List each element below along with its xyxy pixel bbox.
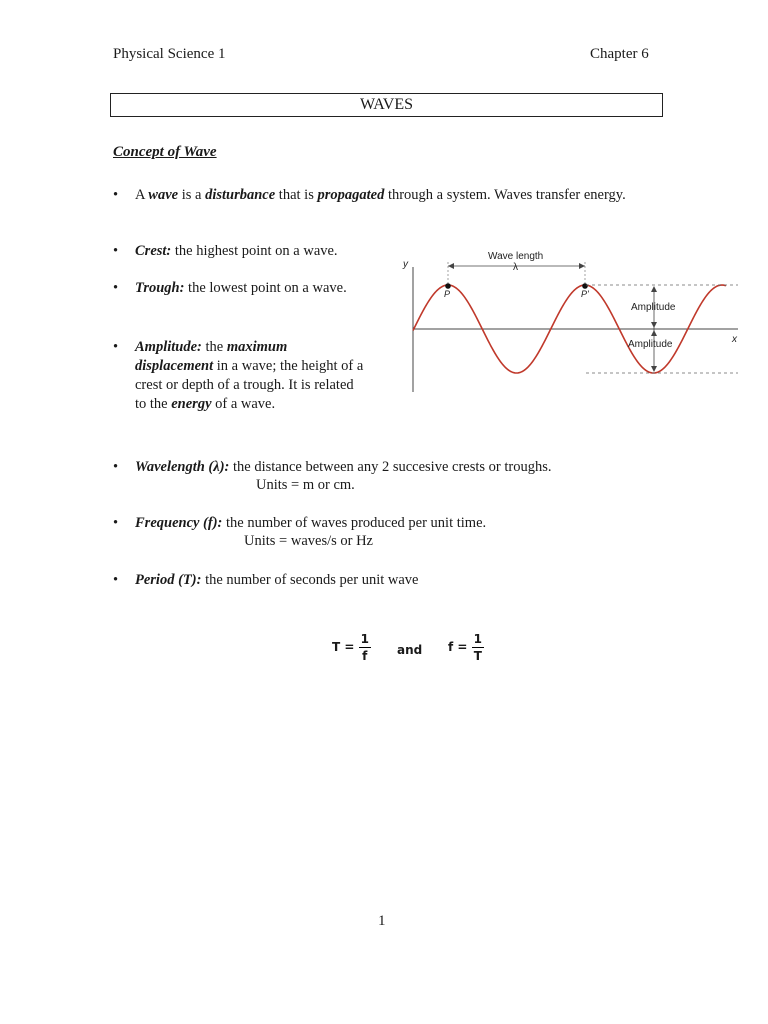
- fraction: $\frac{1}{T}$: [473, 632, 482, 663]
- header-chapter: Chapter 6: [590, 46, 649, 62]
- wavelength-arrow-left: [448, 263, 454, 269]
- bullet-amplitude: • Amplitude: the maximum displacement in a wave; the height of a crest or depth of a trough. It is related to the energy of a wave.: [113, 339, 364, 412]
- amplitude-arrow-mid-down: [651, 330, 657, 336]
- crest-point-p: [445, 283, 451, 289]
- bullet-wavelength: • Wavelength (λ): the distance between any 2 succesive crests or troughs.: [113, 459, 552, 475]
- wavelength-arrow-right: [579, 263, 585, 269]
- term-crest: Crest:: [135, 243, 172, 259]
- bullet-marker: •: [113, 515, 119, 531]
- bullet-marker: •: [113, 339, 119, 355]
- bullet-frequency: • Frequency (f): the number of waves produced per unit time.: [113, 515, 487, 531]
- term-period: Period (T):: [135, 572, 202, 588]
- bullet-period: • Period (T): the number of seconds per unit wave: [113, 572, 419, 588]
- wavelength-units: Units = m or cm.: [256, 477, 355, 493]
- amplitude-arrow-top: [651, 286, 657, 292]
- amplitude-arrow-bottom: [651, 366, 657, 372]
- bullet-marker: •: [113, 280, 119, 296]
- bullet-wave-definition: • A wave is a disturbance that is propagated through a system. Waves transfer energy.: [113, 187, 626, 203]
- term-wavelength: Wavelength (λ):: [135, 459, 230, 475]
- crest-label-p-prime: P': [581, 289, 589, 299]
- crest-point-p-prime: [582, 283, 588, 289]
- header-course: Physical Science 1: [113, 46, 226, 62]
- formula-period: T = $\frac{1}{f}$: [332, 632, 369, 663]
- formula-connector: and: [397, 643, 423, 657]
- bullet-marker: •: [113, 243, 119, 259]
- crest-label-p: P: [444, 289, 451, 299]
- wavelength-label: Wave length: [488, 251, 544, 262]
- amplitude-label-upper: Amplitude: [631, 302, 676, 313]
- term-amplitude: Amplitude:: [135, 339, 202, 355]
- amplitude-arrow-mid-up: [651, 322, 657, 328]
- bullet-crest: • Crest: the highest point on a wave.: [113, 243, 338, 259]
- lambda-label: λ: [513, 262, 518, 273]
- page-number: 1: [378, 913, 386, 929]
- amplitude-label-lower: Amplitude: [628, 339, 673, 350]
- term-frequency: Frequency (f):: [135, 515, 223, 531]
- frequency-units: Units = waves/s or Hz: [244, 533, 373, 549]
- term-trough: Trough:: [135, 280, 185, 296]
- fraction: $\frac{1}{f}$: [360, 632, 369, 663]
- formula-frequency: f = $\frac{1}{T}$: [448, 632, 482, 663]
- wave-diagram: [378, 222, 740, 400]
- page-title: WAVES: [110, 93, 663, 117]
- x-axis-label: x: [732, 334, 737, 345]
- section-heading: Concept of Wave: [113, 144, 217, 160]
- y-axis-label: y: [403, 259, 408, 270]
- bullet-marker: •: [113, 572, 119, 588]
- bullet-marker: •: [113, 459, 119, 475]
- bullet-trough: • Trough: the lowest point on a wave.: [113, 280, 347, 296]
- bullet-marker: •: [113, 187, 119, 203]
